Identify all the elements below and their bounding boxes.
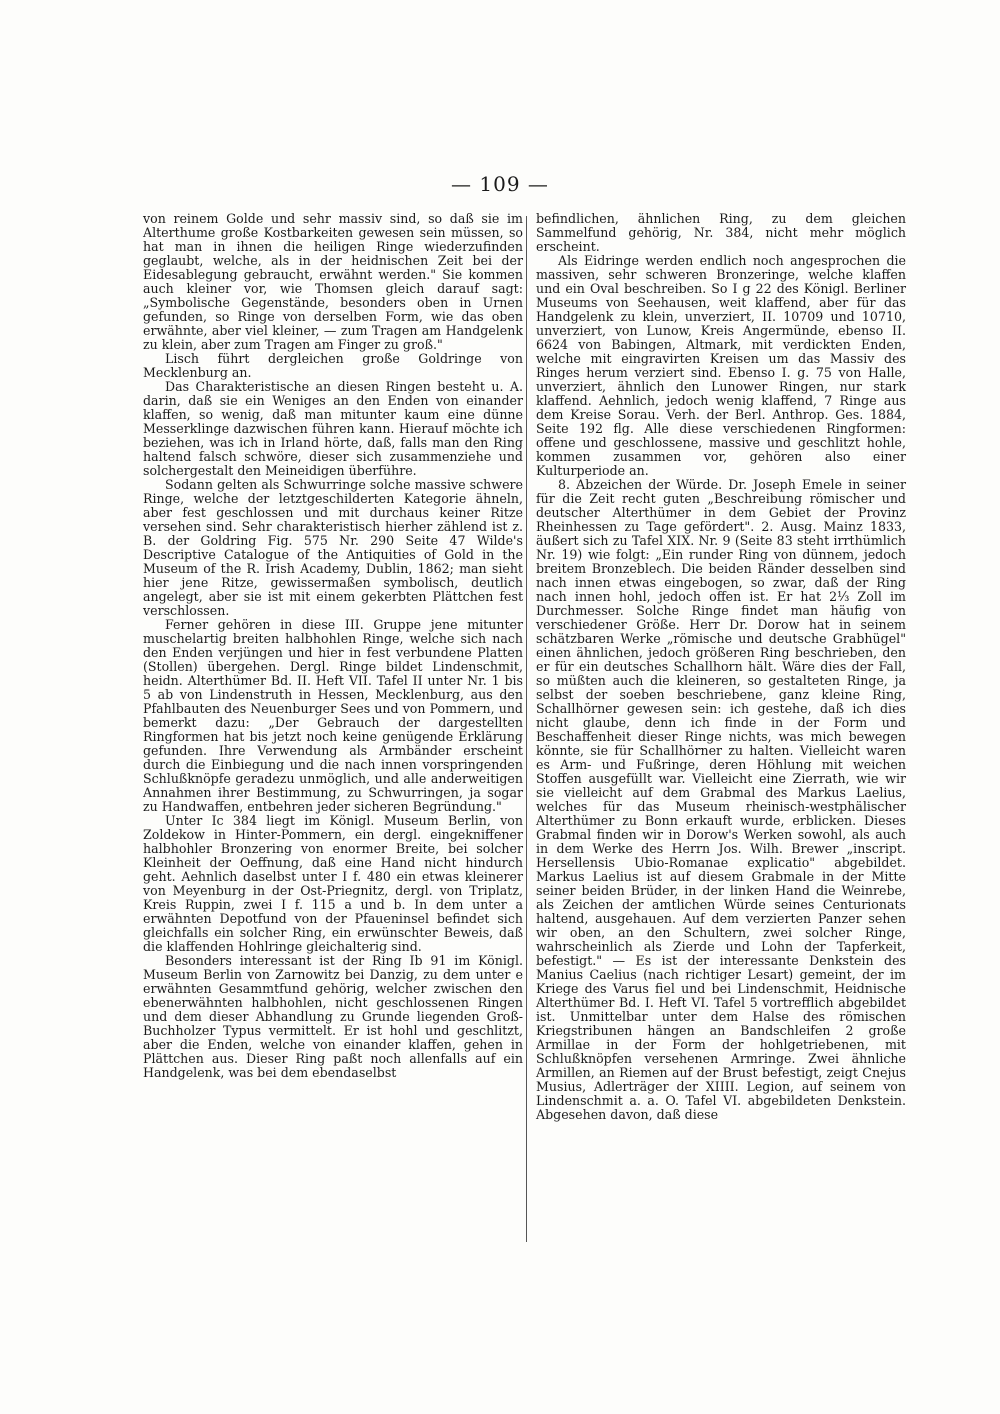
column-divider [526, 216, 527, 1242]
paragraph: Ferner gehören in diese III. Gruppe jene mitunter muschelartig breiten halbhohlen Ringe, welche sich nach den Enden verjüngen und hier in fest verbundene Platten (Stollen) übergehen. Dergl. Ringe bildet Lindenschmit, heidn. Alterthümer Bd. II. Heft VII. Tafel II unter Nr. 1 bis 5 ab von Lindenstruth in Hessen, Mecklenburg, aus den Pfahlbauten des Neuenburger Sees und von Pommern, und bemerkt dazu: „Der Gebrauch der dargestellten Ringformen hat bis jetzt noch keine genügende Erklärung gefunden. Ihre Verwendung als Armbänder erscheint durch die Einbiegung und die nach innen vorspringenden Schlußknöpfe geradezu unmöglich, und alle anderweitigen Annahmen ihrer Bestimmung, zu Schwurringen, ja sogar zu Handwaffen, entbehren jeder sicheren Begründung." [143, 617, 523, 814]
paragraph: von reinem Golde und sehr massiv sind, so daß sie im Alterthume große Kostbarkeiten gewesen sein müssen, so hat man in ihnen die heiligen Ringe wiederzufinden geglaubt, welche, als in der heidnischen Zeit bei der Eidesablegung gebraucht, erwähnt werden." Sie kommen auch kleiner vor, wie Thomsen gleich darauf sagt: „Symbolische Gegenstände, besonders oben in Urnen gefunden, so Ringe von derselben Form, wie das oben erwähnte, aber viel kleiner, — zum Tragen am Handgelenk zu klein, aber zum Tragen am Finger zu groß." [143, 211, 523, 352]
paragraph: Das Charakteristische an diesen Ringen besteht u. A. darin, daß sie ein Weniges an den Enden von einander klaffen, so wenig, daß man mitunter kaum eine dünne Messerklinge dazwischen führen kann. Hierauf möchte ich beziehen, was ich in Irland hörte, daß, falls man den Ring haltend falsch schwöre, dieser sich zusammenziehe und solchergestalt den Meineidigen überführe. [143, 379, 523, 478]
paragraph: 8. Abzeichen der Würde. Dr. Joseph Emele in seiner für die Zeit recht guten „Beschreibung römischer und deutscher Alterthümer in dem Gebiet der Provinz Rheinhessen zu Tage gefördert". 2. Ausg. Mainz 1833, äußert sich zu Tafel XIX. Nr. 9 (Seite 83 steht irrthümlich Nr. 19) wie folgt: „Ein runder Ring von dünnem, jedoch breitem Bronzeblech. Die beiden Ränder desselben sind nach innen etwas eingebogen, so zwar, daß der Ring nach innen hohl, jedoch offen ist. Er hat 2⅓ Zoll im Durchmesser. Solche Ringe findet man häufig von verschiedener Größe. Herr Dr. Dorow hat in seinem schätzbaren Werke „römische und deutsche Grabhügel" einen ähnlichen, jedoch größeren Ring beschrieben, den er für ein deutsches Schallhorn hält. Wäre dies der Fall, so müßten auch die kleineren, so gestalteten Ringe, ja selbst der soeben beschriebene, ganz kleine Ring, Schallhörner gewesen sein: ich gestehe, daß ich dies nicht glaube, denn ich finde in der Form und Beschaffenheit dieser Ringe nichts, was mich bewegen könnte, sie für Schallhörner zu halten. Vielleicht waren es Arm- und Fußringe, deren Höhlung mit weichen Stoffen ausgefüllt war. Vielleicht eine Zierrath, wie wir sie vielleicht auf dem Grabmal des Markus Laelius, welches für das Museum rheinisch-westphälischer Alterthümer zu Bonn erkauft wurde, erblicken. Dieses Grabmal finden wir in Dorow's Werken sowohl, als auch in dem Werke des Herrn Jos. Wilh. Brewer „inscript. Hersellensis Ubio-Romanae explicatio" abgebildet. Markus Laelius ist auf diesem Grabmale in der Mitte seiner beiden Brüder, in der linken Hand die Weinrebe, als Zeichen der amtlichen Würde seines Centurionats haltend, ausgehauen. Auf dem verzierten Panzer sehen wir oben, an den Schultern, zwei solcher Ringe, wahrscheinlich als Zierde und Lohn der Tapferkeit, befestigt." — Es ist der interessante Denkstein des Manius Caelius (nach richtiger Lesart) gemeint, der im Kriege des Varus fiel und bei Lindenschmit, Heidnische Alterthümer Bd. I. Heft VI. Tafel 5 vortrefflich abgebildet ist. Unmittelbar unter dem Halse des römischen Kriegstribunen hängen an Bandschleifen 2 große Armillae in der Form der hohlgetriebenen, mit Schlußknöpfen versehenen Armringe. Zwei ähnliche Armillen, an Riemen auf der Brust befestigt, zeigt Cnejus Musius, Adlerträger der XIIII. Legion, auf seinem von Lindenschmit a. a. O. Tafel VI. abgebildeten Denkstein. Abgesehen davon, daß diese [536, 477, 906, 1122]
paragraph: Unter Ic 384 liegt im Königl. Museum Berlin, von Zoldekow in Hinter-Pommern, ein dergl. eingekniffener halbhohler Bronzering von enormer Breite, bei solcher Kleinheit der Oeffnung, daß eine Hand nicht hindurch geht. Aehnlich daselbst unter I f. 480 ein etwas kleinerer von Meyenburg in der Ost-Priegnitz, dergl. von Triplatz, Kreis Ruppin, zwei I f. 115 a und b. In dem unter a erwähnten Depotfund von der Pfaueninsel befindet sich gleichfalls ein solcher Ring, ein erwünschter Beweis, daß die klaffenden Hohlringe gleichalterig sind. [143, 813, 523, 954]
paragraph: Besonders interessant ist der Ring Ib 91 im Königl. Museum Berlin von Zarnowitz bei Danzig, zu dem unter e erwähnten Gesammtfund gehörig, welcher zwischen den ebenerwähnten halbhohlen, nicht geschlossenen Ringen und dem dieser Abhandlung zu Grunde liegenden Groß-Buchholzer Typus vermittelt. Er ist hohl und geschlitzt, aber die Enden, welche von einander klaffen, gehen in Plättchen aus. Dieser Ring paßt noch allenfalls auf ein Handgelenk, was bei dem ebendaselbst [143, 953, 523, 1080]
paragraph: befindlichen, ähnlichen Ring, zu dem gleichen Sammelfund gehörig, Nr. 384, nicht mehr möglich erscheint. [536, 211, 906, 254]
paragraph: Lisch führt dergleichen große Goldringe von Mecklenburg an. [143, 351, 523, 380]
right-column [536, 212, 906, 1122]
left-column [143, 212, 523, 1080]
paragraph: Sodann gelten als Schwurringe solche massive schwere Ringe, welche der letztgeschilderten Kategorie ähneln, aber fest geschlossen und mit durchaus keiner Ritze versehen sind. Sehr charakteristisch hierher zählend ist z. B. der Goldring Fig. 575 Nr. 290 Seite 47 Wilde's Descriptive Catalogue of the Antiquities of Gold in the Museum of the R. Irish Academy, Dublin, 1862; man sieht hier jene Ritze, gewissermaßen symbolisch, deutlich angelegt, aber sie ist mit einem gekerbten Plättchen fest verschlossen. [143, 477, 523, 618]
page-number: — 109 — [451, 172, 549, 196]
paragraph: Als Eidringe werden endlich noch angesprochen die massiven, sehr schweren Bronzeringe, welche klaffen und ein Oval beschreiben. So I g 22 des Königl. Berliner Museums von Seehausen, weit klaffend, aber für das Handgelenk zu klein, unverziert, II. 10709 und 10710, unverziert, von Lunow, Kreis Angermünde, ebenso II. 6624 von Babingen, Altmark, mit verdickten Enden, welche mit eingravirten Kreisen um das Massiv des Ringes herum verziert sind. Ebenso I. g. 75 von Halle, unverziert, ähnlich den Lunower Ringen, nur stark klaffend. Aehnlich, jedoch wenig klaffend, 7 Ringe aus dem Kreise Sorau. Verh. der Berl. Anthrop. Ges. 1884, Seite 192 flg. Alle diese verschiedenen Ringformen: offene und geschlossene, massive und geschlitzt hohle, kommen zusammen vor, gehören also einer Kulturperiode an. [536, 253, 906, 478]
